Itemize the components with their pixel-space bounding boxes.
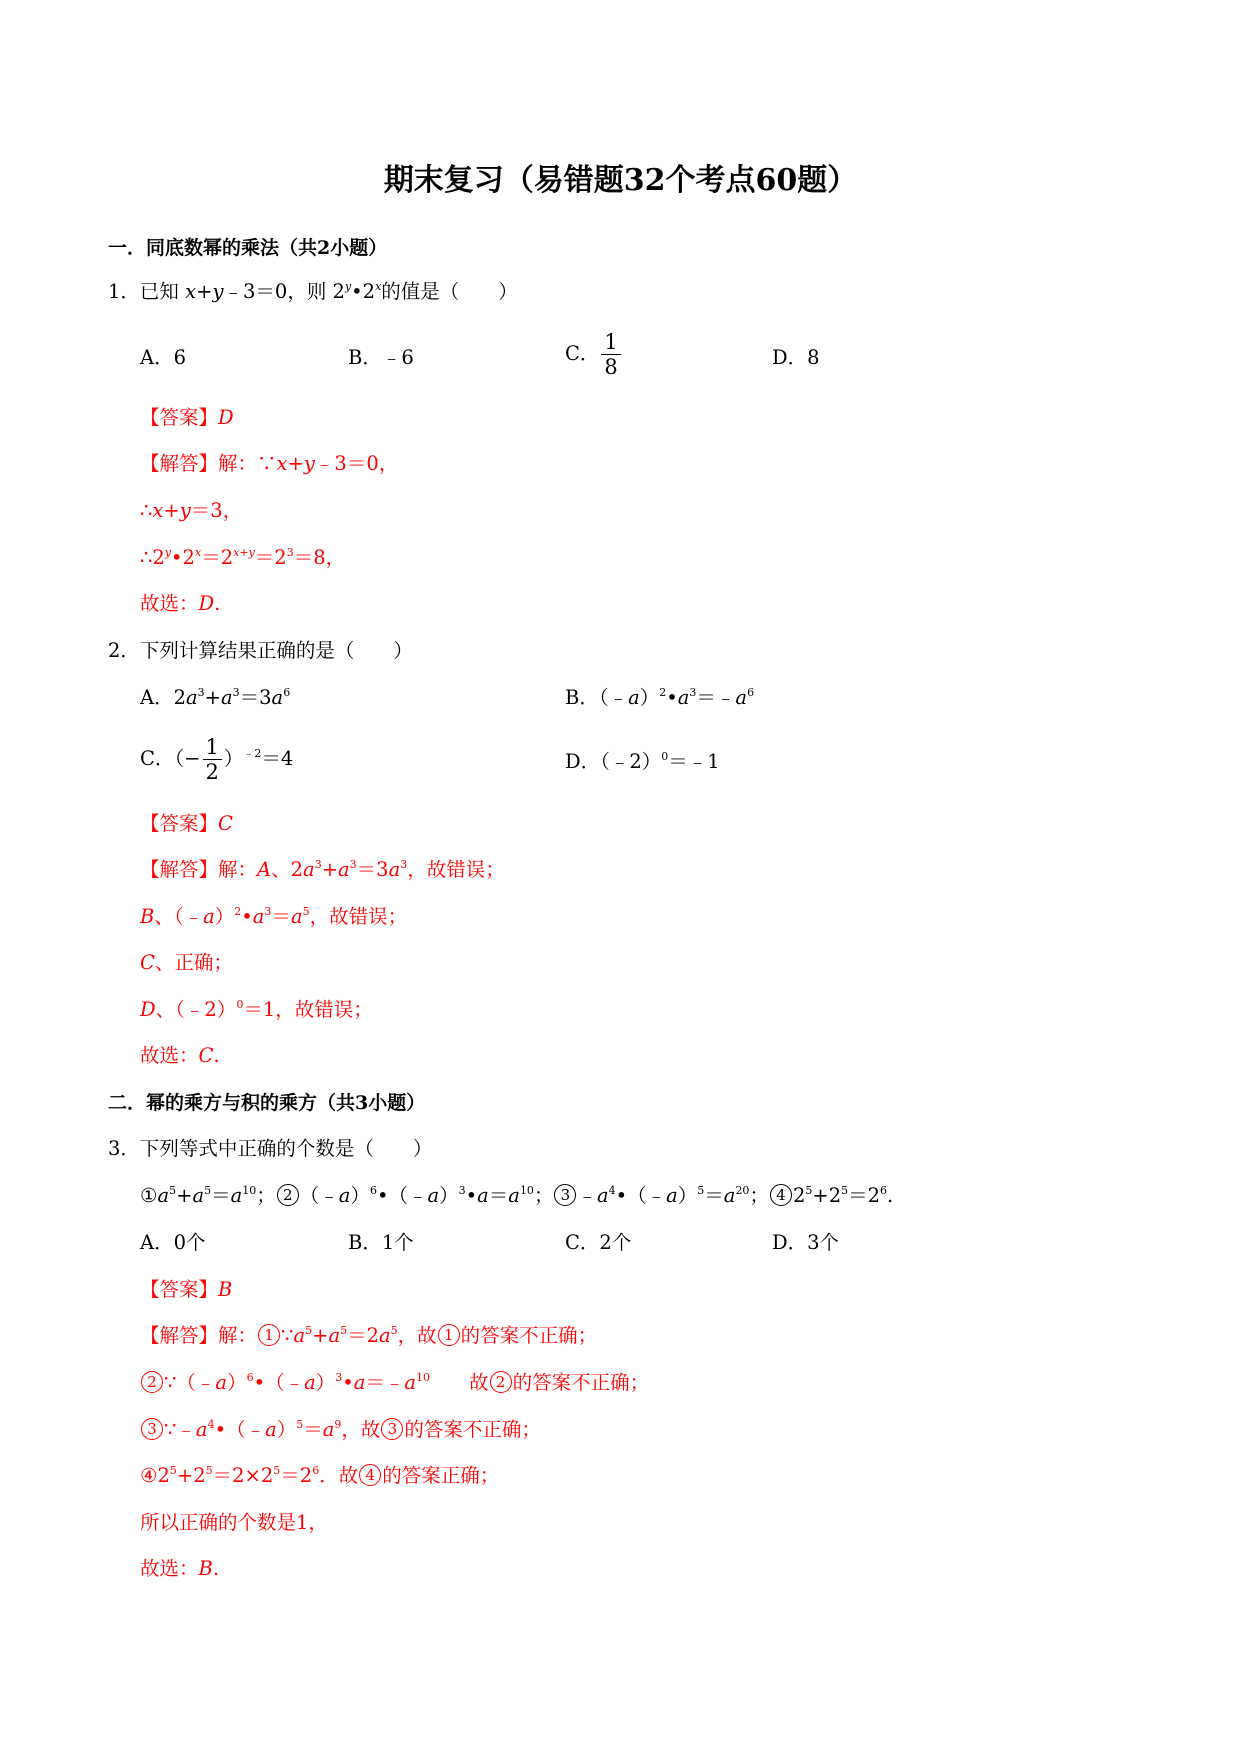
q3-solution-3: 3 $\because﹣a^4•(﹣a)^5=a^9$，故 3 的答案不正确； [140,1418,541,1442]
q1-option-c: C． $\frac{1}{8}$ [565,330,623,379]
q2-solution-2: B、$(﹣a)^2•a^3=a^5$，故错误； [140,905,408,928]
fraction: $\frac{1}{8}$ [601,330,620,379]
q3-answer: 【答案】B [140,1278,233,1301]
q3-option-b: B．1个 [348,1231,414,1254]
q2-option-a: A．$2a^3+a^3=3a^6$ [140,686,291,709]
q1-answer: 【答案】D [140,406,234,429]
fraction: $\frac{1}{2}$ [203,735,222,784]
q2-solution-4: D、（﹣2）$^0$＝1，故错误； [140,998,373,1021]
q3-option-a: A．0个 [140,1231,206,1254]
q3-option-c: C．2个 [565,1231,632,1254]
q1-option-d: D．8 [772,346,820,369]
q2-option-d: D．（﹣2）$^0$＝﹣1 [565,750,720,773]
section-heading-1: 一．同底数幂的乘法（共2小题） [108,237,388,259]
q3-solution-4: $④2^5+2^5=2\times 2^5=2^6$．故 4 的答案正确； [140,1464,500,1487]
section-heading-2: 二．幂的乘方与积的乘方（共3小题） [108,1092,426,1114]
q2-answer: 【答案】C [140,812,233,835]
q2-solution-5: 故选：C. [140,1044,220,1067]
q1-solution-3: $\therefore 2^y•2^x=2^{x+y}=2^3=8$， [140,546,346,569]
q3-solution-6: 故选：B. [140,1557,220,1580]
q3-solution-5: 所以正确的个数是1， [140,1511,328,1534]
q3-statements: $①a^5+a^5=a^{10}$； 2 $(﹣a)^6•(﹣a)^3•a=a^{10}$； 3 $﹣a^4•(﹣a)^5=a^{20}$； 4 $2^5+2^5=2^6$. [140,1184,894,1207]
q1-solution-1: 【解答】解：∵x+y﹣3＝0， [140,452,399,475]
q1-option-a: A．6 [140,346,186,369]
q1-option-b: B．﹣6 [348,346,414,369]
q2-option-b: B．$(﹣a)^2•a^3=﹣a^6$ [565,686,755,709]
q2-solution-3: C、正确； [140,951,233,974]
q2-option-c: C．（− $\frac{1}{2}$ ）$^{﹣2}$＝4 [140,735,294,784]
document-title: 期末复习（易错题32个考点60题） [383,163,858,198]
q2-solution-1: 【解答】解：A、$2a^3+a^3=3a^3$，故错误； [140,858,505,881]
q1-solution-2: ∴x+y＝3， [140,499,243,522]
question-3-stem: 3．下列等式中正确的个数是（ ） [108,1137,433,1160]
q3-solution-1: 【解答】解： 1 $\because a^5+a^5=2a^5$，故 1 的答案不正确； [140,1324,598,1347]
q3-option-d: D．3个 [772,1231,840,1254]
question-1-stem: 1．已知 x+y﹣3＝0，则 2$^y$•2$^x$的值是（ ） [108,280,518,303]
question-2-stem: 2．下列计算结果正确的是（ ） [108,639,413,662]
q3-solution-2: 2 $\because(﹣a)^6•(﹣a)^3•a=﹣a^{10}$ 故 2 的答案不正确； [140,1371,649,1395]
q1-solution-4: 故选：D. [140,592,221,615]
